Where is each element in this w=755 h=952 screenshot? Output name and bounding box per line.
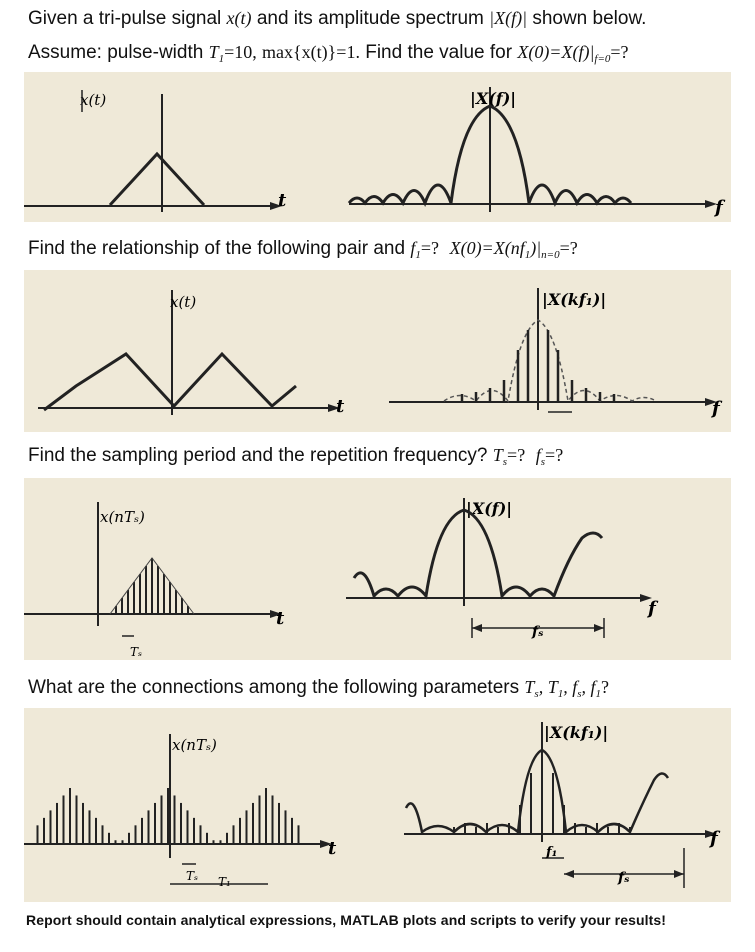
fig4-fs-label: fₛ: [618, 870, 630, 886]
q1-T1-sub: 1: [218, 53, 225, 65]
q1-assume-text: Assume: pulse-width: [28, 42, 204, 63]
fig4-fs-arrow-right: [674, 870, 684, 878]
q2-text: Find the relationship of the following pair and: [28, 238, 406, 259]
fig4-sampled-periodic: [38, 788, 299, 844]
figure-4-scanned-plot: [24, 708, 731, 902]
fig4-f-label: f: [710, 828, 718, 849]
fig4-discrete-spectrum-lines: [454, 753, 630, 833]
figure-4-svg: [24, 708, 731, 902]
fig4-Xkf-label: |X(kf₁)|: [544, 723, 609, 742]
figure-1-scanned-plot: [24, 72, 731, 222]
q1-T1-symbol: T: [208, 42, 219, 62]
report-requirement-note: Report should contain analytical expressions, MATLAB plots and scripts to verify your results!: [26, 912, 667, 928]
figure-2-scanned-plot: [24, 270, 731, 432]
q1-mid-text: and its amplitude spectrum: [256, 8, 484, 29]
fig2-Xkf-label: |X(kf₁)|: [542, 290, 607, 309]
q2-f1-sub: 1: [415, 249, 421, 261]
figure-1-svg: [24, 72, 731, 222]
fig1-t-label: t: [278, 190, 287, 211]
fig4-T1-label: T₁: [218, 875, 231, 889]
fig4-periodic-spectrum-envelope: [406, 750, 668, 832]
q4-sub-1b: 1: [595, 688, 602, 700]
fig1-xt-label: x(t): [80, 91, 107, 109]
q3-fs-question: =?: [545, 445, 564, 465]
fig4-t-label: t: [328, 838, 337, 859]
q2-expr: X(0)=X(nf: [449, 238, 525, 258]
q1-X0-question: =?: [610, 42, 629, 62]
fig1-triangle-pulse: [110, 154, 204, 205]
figure-3-scanned-plot: [24, 478, 731, 660]
fig2-f-label: f: [712, 398, 720, 419]
fig1-f-label: f: [715, 197, 723, 218]
question-1-line-1: [28, 6, 646, 31]
fig2-periodic-triangle: [44, 354, 296, 410]
q2-f1-question: =?: [420, 238, 440, 258]
q2-expr-question: =?: [559, 238, 578, 258]
question-3-line: [28, 443, 563, 474]
q3-Ts-sub: s: [502, 456, 508, 468]
q4-sub-s1: s: [534, 688, 539, 700]
figure-3-svg: [24, 478, 731, 660]
q3-fs-symbol: f: [535, 445, 541, 465]
q1-xt-symbol: x(t): [226, 8, 252, 28]
fig2-t-label: t: [336, 396, 345, 417]
q1-X0-expr: X(0)=X(f)|: [517, 42, 595, 62]
q4-params-T1: , T: [538, 677, 558, 697]
q1-T1-value: =10,: [224, 42, 257, 62]
q1-end-text: shown below.: [532, 8, 647, 29]
fig3-Ts-label: Tₛ: [130, 645, 143, 659]
question-4-line: [28, 675, 609, 706]
fig4-xnT-label: x(nTₛ): [172, 736, 217, 754]
q2-f1-symbol: f: [410, 238, 416, 258]
fig2-xt-label: x(t): [170, 293, 197, 311]
q1-intro-text: Given a tri-pulse signal: [28, 8, 222, 29]
fig2-sinc-envelope: [444, 320, 656, 401]
q3-Ts-question: =?: [507, 445, 526, 465]
q1-find-text: Find the value for: [365, 42, 513, 63]
q4-sub-1a: 1: [557, 688, 564, 700]
q4-text: What are the connections among the following parameters: [28, 677, 520, 698]
q3-fs-sub: s: [540, 456, 546, 468]
q3-text: Find the sampling period and the repetition frequency?: [28, 445, 488, 466]
q4-params-f1: , f: [581, 677, 596, 697]
fig4-f1-label: f₁: [546, 845, 558, 860]
question-1-line-2: [28, 40, 629, 71]
fig3-xnT-label: x(nTₛ): [100, 508, 145, 526]
q1-X0-sub: f=0: [594, 53, 611, 65]
fig4-fs-arrow-left: [564, 870, 574, 878]
fig3-fs-arrow-left: [472, 624, 482, 632]
fig3-t-label: t: [276, 608, 285, 629]
fig1-Xf-label: |X(f)|: [470, 89, 517, 108]
fig3-fs-label: fₛ: [532, 624, 544, 640]
fig3-fs-arrow-right: [594, 624, 604, 632]
fig4-Ts-label: Tₛ: [186, 869, 199, 883]
q4-question-mark: ?: [601, 677, 610, 697]
q1-max-expr: max{x(t)}=1.: [262, 42, 360, 62]
figure-2-svg: [24, 270, 731, 432]
fig3-Xf-label: |X(f)|: [466, 499, 513, 518]
question-2-line: [28, 236, 578, 267]
fig3-f-label: f: [648, 598, 656, 619]
fig3-sampled-triangle: [116, 558, 188, 614]
fig3-periodic-spectrum: [354, 510, 602, 596]
q3-Ts-symbol: T: [492, 445, 503, 465]
q4-params-Ts: T: [524, 677, 535, 697]
q2-expr-sub: 1: [524, 249, 531, 261]
q4-params-fs: , f: [563, 677, 578, 697]
q4-sub-s2: s: [577, 688, 582, 700]
q1-Xf-symbol: |X(f)|: [489, 8, 528, 28]
q2-expr-sub2: n=0: [541, 249, 560, 261]
q2-expr-end: )|: [530, 238, 542, 258]
